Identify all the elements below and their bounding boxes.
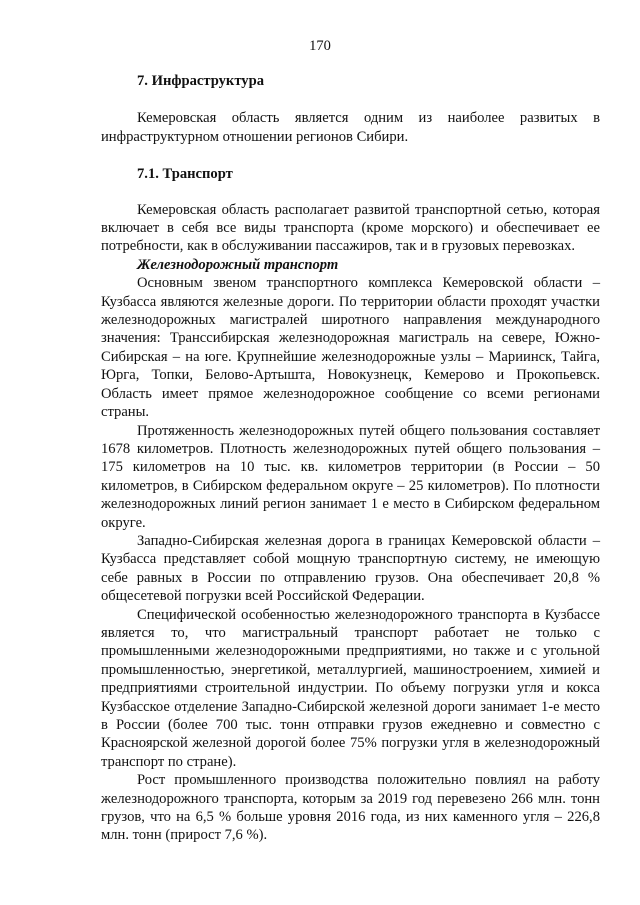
- spacer: [101, 90, 600, 109]
- railway-paragraph: Основным звеном транспортного комплекса Кемеровской области – Кузбасса являются железные дороги. По территории области проходят участки железнодорожных магистралей широтного направления международного значения: Транссибирская железнодорожная магистраль на севере, Южно-Сибирская – на юге. Крупнейшие железнодорожные узлы – Мариинск, Тайга, Юрга, Топки, Белово-Артышта, Новокузнецк, Кемерово и Прокопьевск. Область имеет прямое железнодорожное сообщение со всеми регионами страны.: [101, 275, 600, 421]
- section-intro-paragraph: Кемеровская область является одним из наиболее развитых в инфраструктурном отношении регионов Сибири.: [101, 110, 600, 145]
- page-content: [101, 68, 600, 845]
- subsection-intro-paragraph: Кемеровская область располагает развитой транспортной сетью, которая включает в себя все виды транспорта (кроме морского) и обеспечивает ее потребности, как в обслуживании пассажиров, так и в грузовых перевозках.: [101, 201, 600, 255]
- railway-subheading: Железнодорожный транспорт: [137, 256, 339, 273]
- spacer: [101, 184, 600, 201]
- page-number: 170: [309, 38, 331, 54]
- railway-paragraph: Протяженность железнодорожных путей общего пользования составляет 1678 километров. Плотность железнодорожных путей общего пользования – 175 километров на 10 тыс. кв. километров территории (в России – 50 километров, в Сибирском федеральном округе – 25 километров). По плотности железнодорожных линий регион занимает 1 е место в Сибирском федеральном округе.: [101, 422, 600, 531]
- spacer: [101, 146, 600, 165]
- section-title: 7. Инфраструктура: [137, 73, 265, 89]
- railway-paragraph: Западно-Сибирская железная дорога в границах Кемеровской области – Кузбасса представляет собой мощную транспортную систему, не имеющую себе равных в России по отправлению грузов. Она обеспечивает 20,8 % общесетевой погрузки всей Российской Федерации.: [101, 532, 600, 605]
- subsection-title: 7.1. Транспорт: [137, 166, 233, 183]
- railway-paragraph: Специфической особенностью железнодорожного транспорта в Кузбассе является то, что магистральный транспорт работает не только с промышленными железнодорожными предприятиями, но также и с угольной промышленностью, энергетикой, металлургией, машиностроением, химией и предприятиями строительной индустрии. По объему погрузки угля и кокса Кузбасское отделение Западно-Сибирской железной дороги занимает 1-е место в России (более 700 тыс. тонн отправки грузов ежедневно и совместно с Красноярской железной дорогой более 75% погрузки угля в железнодорожный транспорт по стране).: [101, 606, 600, 770]
- railway-paragraph: Рост промышленного производства положительно повлиял на работу железнодорожного транспорта, которым за 2019 год перевезено 266 млн. тонн грузов, что на 6,5 % больше уровня 2016 года, из них каменного угля – 226,8 млн. тонн (прирост 7,6 %).: [101, 772, 600, 844]
